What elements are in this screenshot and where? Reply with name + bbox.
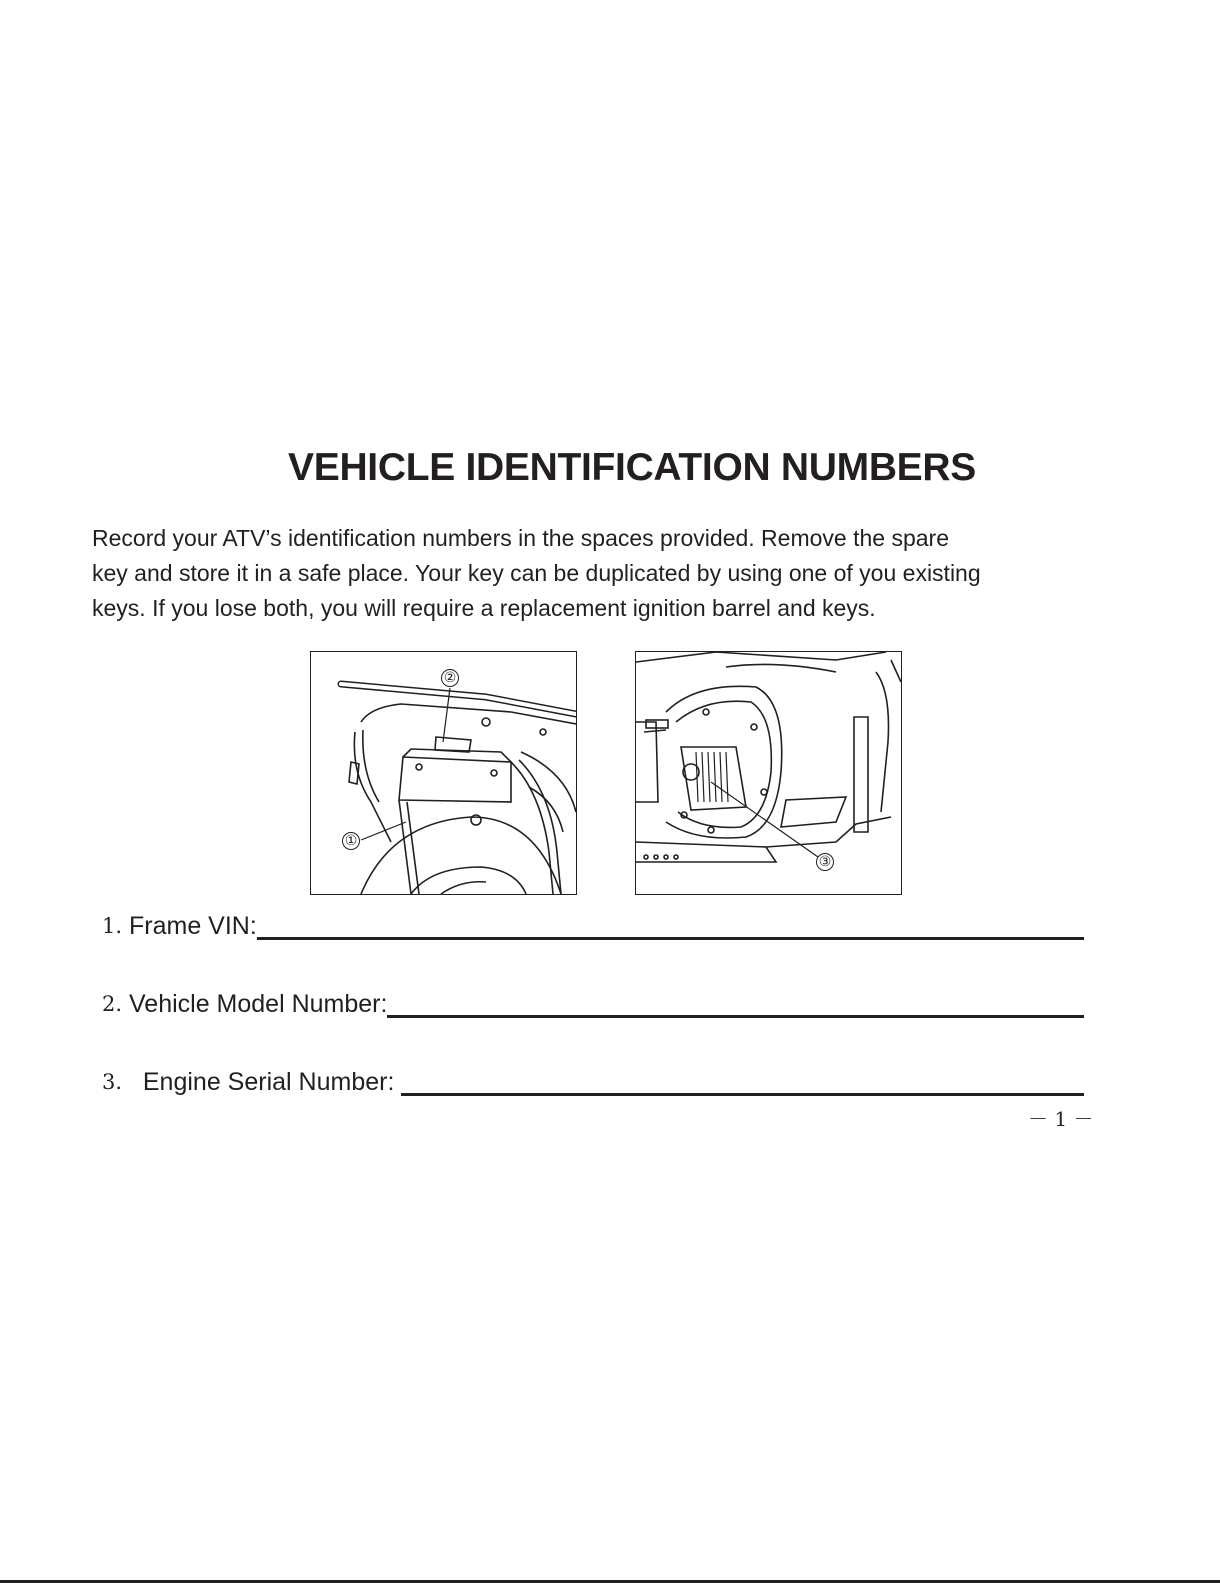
page-title: VEHICLE IDENTIFICATION NUMBERS [288, 446, 976, 489]
field-number: 3. [102, 1070, 123, 1094]
callout-2: ② [441, 669, 459, 687]
frame-vin-illustration [310, 651, 577, 895]
field-number: 2. [102, 992, 123, 1016]
vehicle-model-number-field [102, 978, 1084, 1018]
vehicle-model-number-label: Vehicle Model Number: [122, 990, 388, 1018]
atv-rear-rack-drawing [311, 652, 576, 894]
intro-line: keys. If you lose both, you will require a replacement ignition barrel and keys. [92, 595, 876, 621]
frame-vin-field [102, 900, 1084, 940]
engine-serial-number-label: Engine Serial Number: [122, 1068, 402, 1096]
callout-1: ① [342, 832, 360, 850]
vehicle-model-number-input-line[interactable] [387, 991, 1084, 1018]
atv-engine-drawing [636, 652, 901, 894]
intro-paragraph [92, 521, 1092, 626]
field-number: 1. [102, 914, 123, 938]
engine-serial-illustration [635, 651, 902, 895]
frame-vin-label: Frame VIN: [122, 912, 257, 940]
frame-vin-input-line[interactable] [257, 913, 1084, 940]
intro-line: Record your ATV’s identification numbers in the spaces provided. Remove the spare [92, 525, 949, 551]
page-number: － 1 － [1028, 1107, 1094, 1131]
callout-3: ③ [816, 853, 834, 871]
intro-line: key and store it in a safe place. Your key can be duplicated by using one of you existing [92, 560, 981, 586]
engine-serial-number-field [102, 1056, 1084, 1096]
engine-serial-number-input-line[interactable] [401, 1069, 1084, 1096]
